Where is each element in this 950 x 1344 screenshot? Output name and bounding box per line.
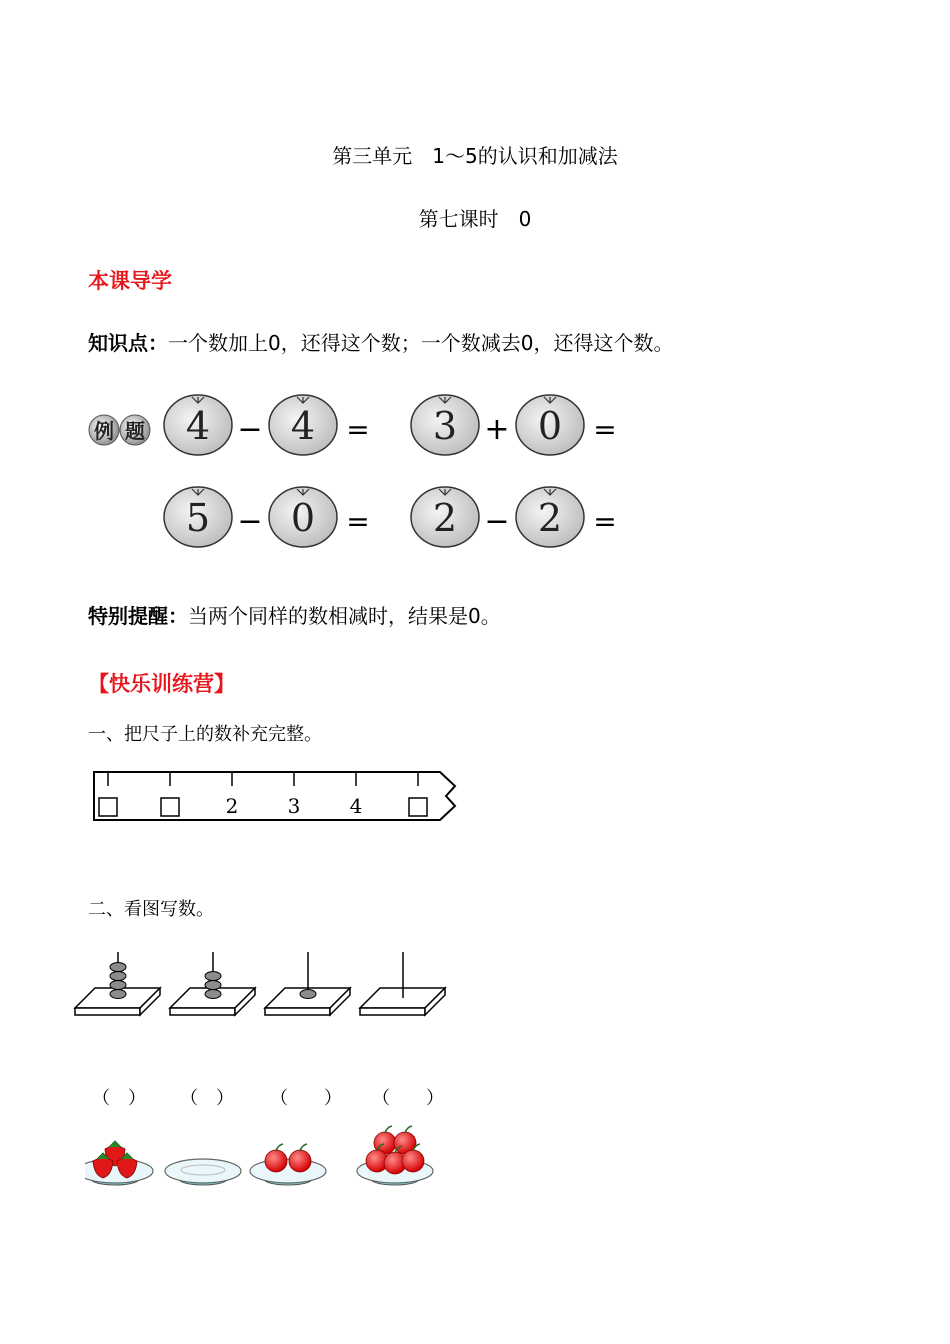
answer-blanks (92, 1084, 452, 1110)
abacus-bead (205, 972, 221, 981)
abacus-row (70, 948, 460, 1023)
reminder-label: 特别提醒： (88, 604, 188, 628)
equals-sign: = (593, 413, 617, 446)
equation (411, 487, 617, 547)
abacus-bead (110, 963, 126, 972)
abacus-bead (110, 972, 126, 981)
equation (411, 395, 617, 455)
ball-number: 0 (290, 496, 316, 540)
number-ball (269, 395, 337, 455)
abacus-bead (205, 990, 221, 999)
apple (265, 1150, 287, 1172)
ruler-blank-box[interactable] (161, 798, 179, 816)
abacus-bead (110, 981, 126, 990)
knowledge-point (88, 327, 673, 356)
ruler-number: 4 (349, 794, 363, 818)
question-2-text: 二、看图写数。 (88, 899, 214, 920)
question-1-text: 一、把尺子上的数补充完整。 (88, 724, 322, 745)
ball-number: 0 (537, 404, 563, 448)
number-ball (516, 487, 584, 547)
ball-number: 2 (432, 496, 458, 540)
operator: − (237, 412, 263, 447)
operator: − (484, 504, 510, 539)
badge-char-2: 题 (125, 419, 145, 443)
equals-sign: = (346, 413, 370, 446)
abacus (265, 952, 350, 1015)
ruler-blank-box[interactable] (99, 798, 117, 816)
operator: − (237, 504, 263, 539)
equation (164, 395, 370, 455)
ruler-blank-box[interactable] (409, 798, 427, 816)
reminder-text: 当两个同样的数相减时，结果是0。 (188, 604, 501, 628)
equals-sign: = (593, 505, 617, 538)
fruit-plate (250, 1144, 326, 1185)
practice-heading: 【快乐训练营】 (88, 672, 235, 696)
abacus (75, 952, 160, 1015)
badge-char-1: 例 (94, 419, 114, 443)
apple (289, 1150, 311, 1172)
special-reminder (88, 600, 501, 629)
equals-sign: = (346, 505, 370, 538)
answer-blank[interactable]: （ ） (92, 1088, 146, 1109)
answer-blank[interactable]: （ ） (270, 1088, 342, 1109)
abacus-bead (205, 981, 221, 990)
ball-number: 2 (537, 496, 563, 540)
abacus-bead (300, 990, 316, 999)
lesson-title: 第七课时 0 (418, 207, 532, 231)
fruit-plate (85, 1141, 153, 1185)
ball-number: 5 (185, 496, 211, 540)
number-ball (164, 395, 232, 455)
operator: + (484, 412, 510, 447)
ruler-number: 3 (287, 794, 301, 818)
answer-blank[interactable]: （ ） (372, 1088, 444, 1109)
number-ball (411, 395, 479, 455)
answer-blank[interactable]: （ ） (180, 1088, 234, 1109)
example-badge (89, 415, 150, 445)
fruit-plate (357, 1126, 433, 1185)
apple (402, 1150, 424, 1172)
abacus (170, 952, 255, 1015)
ball-number: 3 (432, 404, 458, 448)
number-ball (164, 487, 232, 547)
unit-title: 第三单元 1～5的认识和加减法 (332, 144, 618, 168)
guide-heading: 本课导学 (88, 269, 172, 293)
fruit-plates (85, 1125, 445, 1200)
equation (164, 487, 370, 547)
knowledge-text: 一个数加上0，还得这个数；一个数减去0，还得这个数。 (168, 331, 674, 355)
knowledge-label: 知识点： (88, 331, 168, 355)
ball-number: 4 (185, 404, 211, 448)
abacus (360, 952, 445, 1015)
number-ball (269, 487, 337, 547)
fruit-plate (165, 1159, 241, 1185)
ball-number: 4 (290, 404, 316, 448)
ruler (90, 768, 470, 828)
abacus-bead (110, 990, 126, 999)
example-equations (80, 385, 640, 555)
number-ball (516, 395, 584, 455)
number-ball (411, 487, 479, 547)
ruler-number: 2 (225, 794, 239, 818)
